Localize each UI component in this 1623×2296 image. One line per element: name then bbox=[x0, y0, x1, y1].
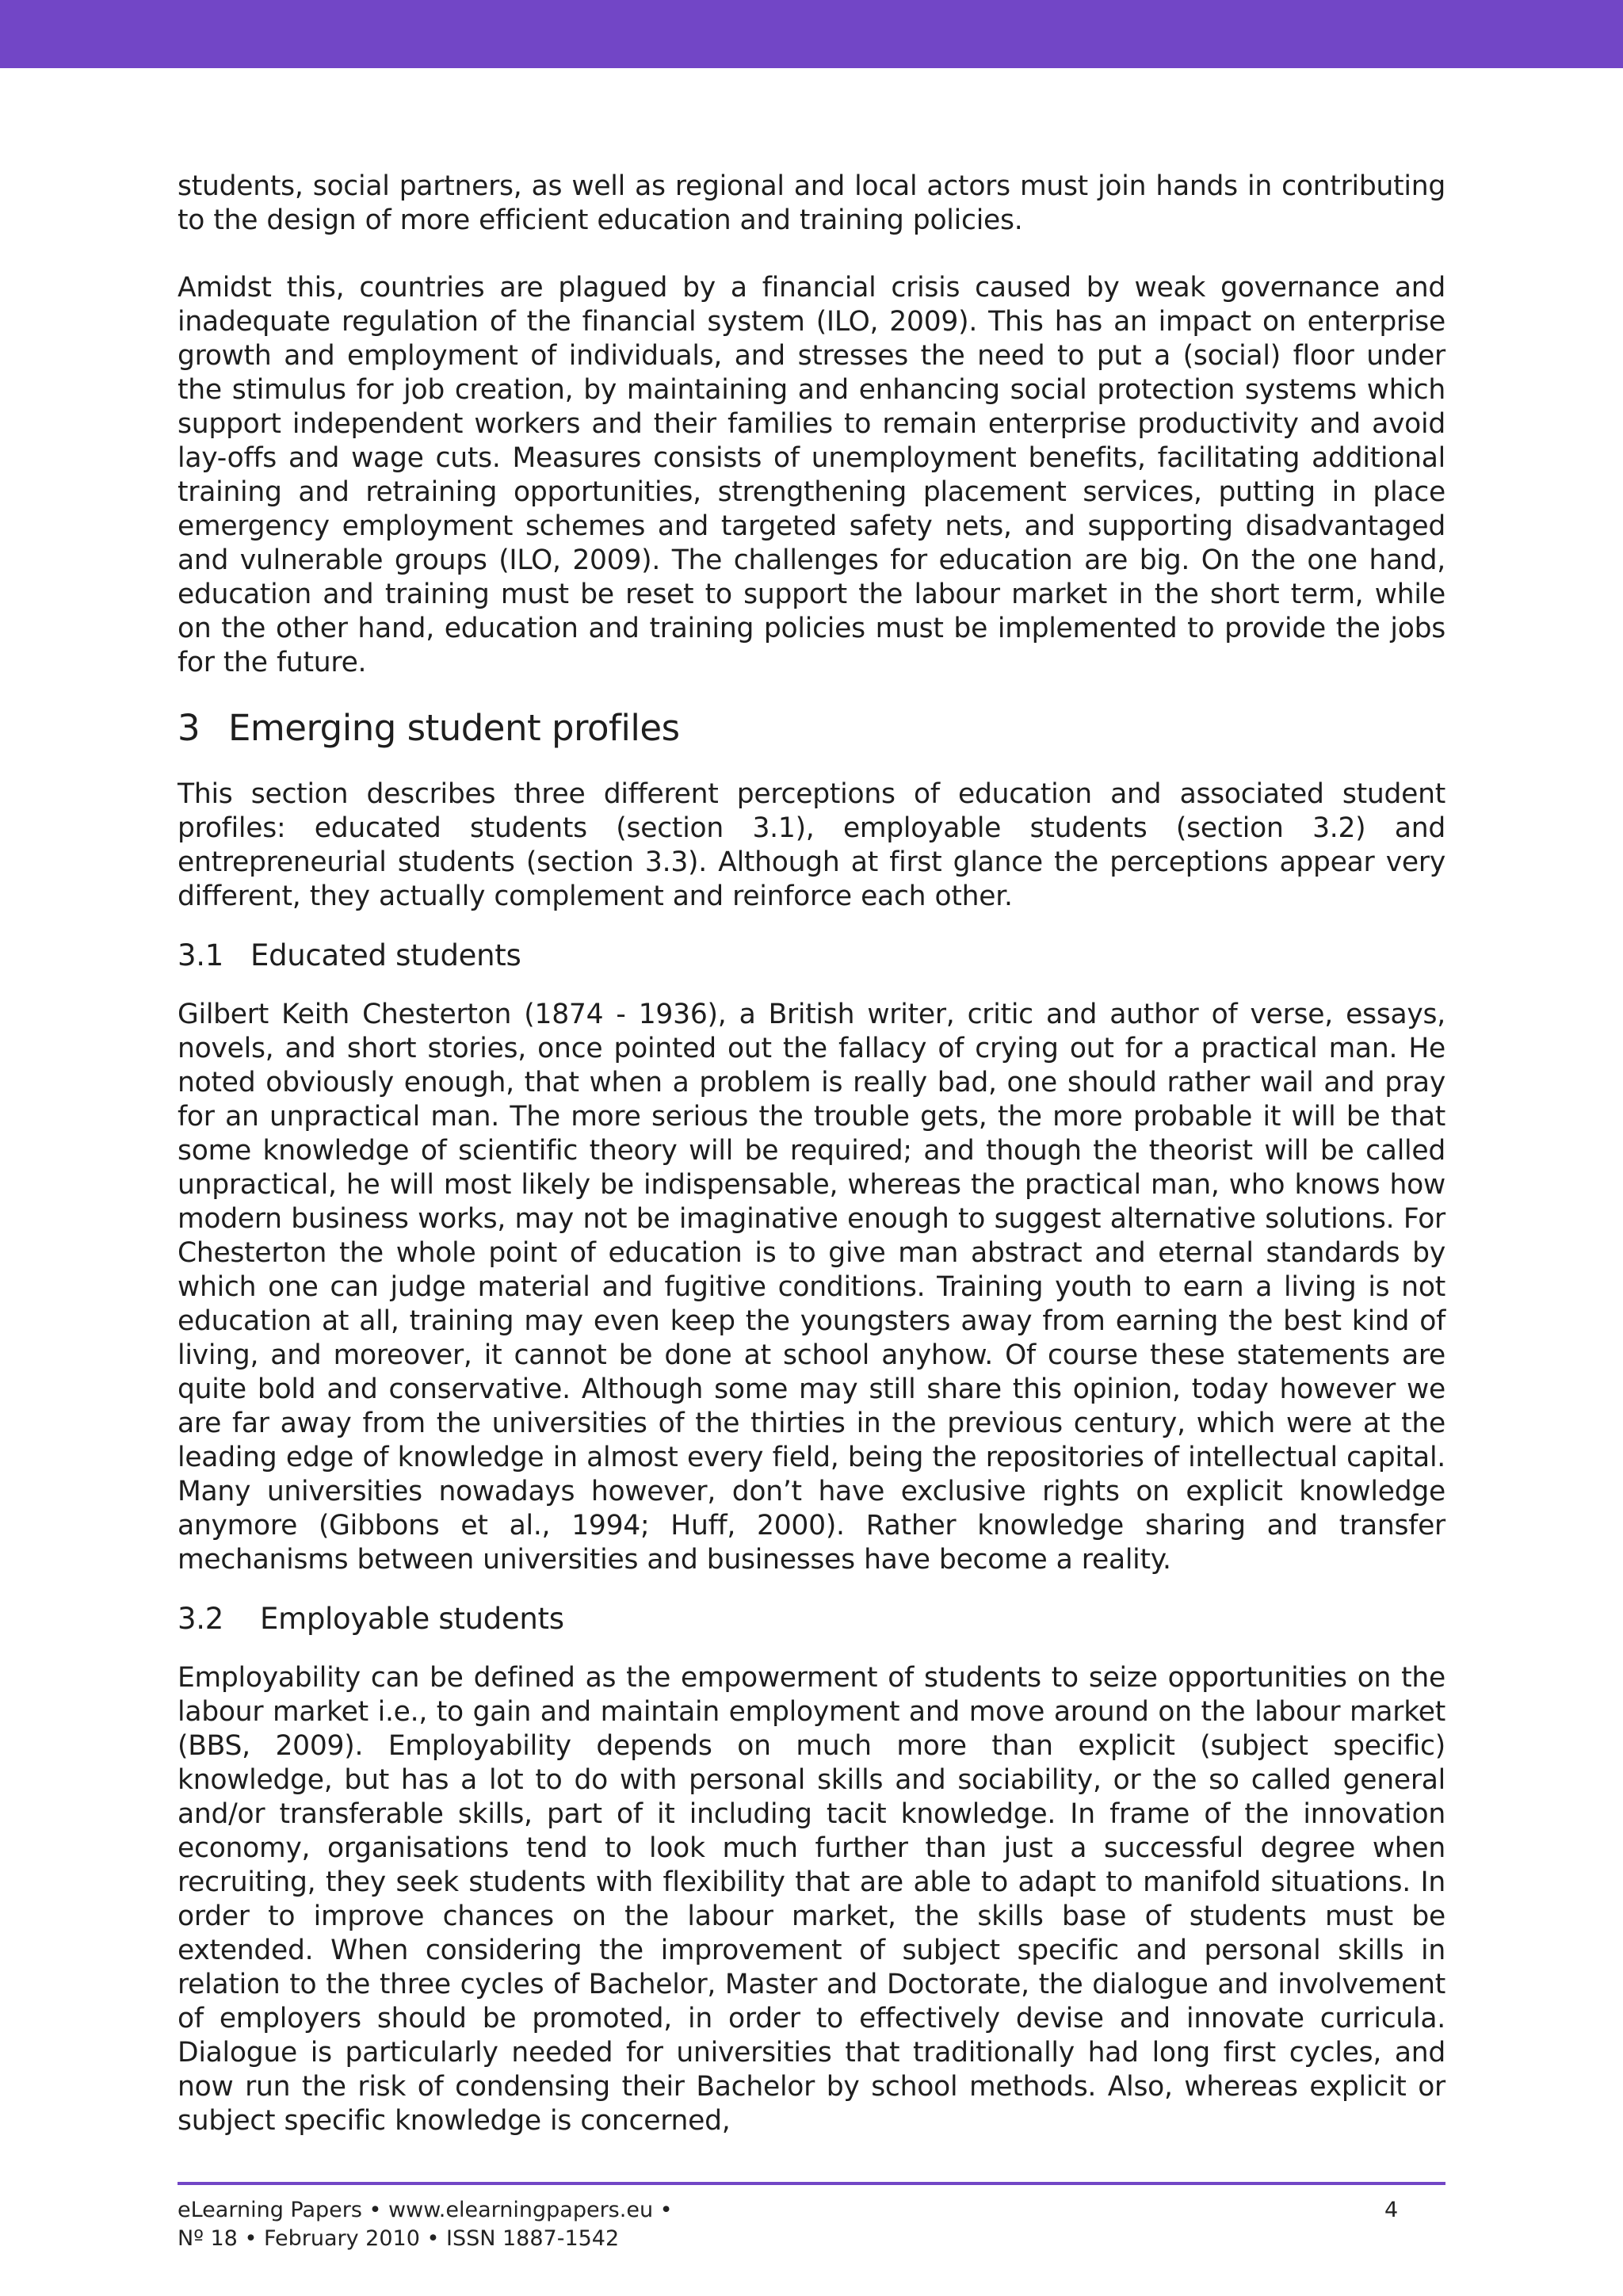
footer-publication-line: eLearning Papers • www.elearningpapers.eu • bbox=[178, 2198, 673, 2222]
paragraph-section-overview: This section describes three different perceptions of education and associated student profiles: educated students (section 3.1), employable students (section 3.2) and entrepreneurial students (section 3.3). Although at first glance the perceptions appear very different, they actually complement and reinforce each other. bbox=[178, 778, 1445, 912]
section-heading-3-2 bbox=[178, 1600, 1445, 1638]
footer-divider bbox=[178, 2182, 1445, 2185]
section-title: Employable students bbox=[260, 1602, 564, 1636]
footer bbox=[178, 2196, 1445, 2253]
paragraph-intro-continuation: students, social partners, as well as regional and local actors must join hands in contributing to the design of more efficient education and training policies. bbox=[178, 170, 1445, 236]
section-number: 3 bbox=[178, 707, 200, 749]
paragraph-financial-crisis: Amidst this, countries are plagued by a financial crisis caused by weak governance and inadequate regulation of the financial system (ILO, 2009). This has an impact on enterprise growth and employment of individuals, and stresses the need to put a (social) floor under the stimulus for job creation, by maintaining and enhancing social protection systems which support independent workers and their families to remain enterprise productivity and avoid lay-offs and wage cuts. Measures consists of unemployment benefits, facilitating additional training and retraining opportunities, strengthening placement services, putting in place emergency employment schemes and targeted safety nets, and supporting disadvantaged and vulnerable groups (ILO, 2009). The challenges for education are big. On the one hand, education and training must be reset to support the labour market in the short term, while on the other hand, education and training policies must be implemented to provide the jobs for the future. bbox=[178, 272, 1445, 678]
footer-issue-line: Nº 18 • February 2010 • ISSN 1887-1542 bbox=[178, 2226, 620, 2251]
section-number: 3.2 bbox=[178, 1602, 223, 1636]
paragraph-educated-students: Gilbert Keith Chesterton (1874 - 1936), a British writer, critic and author of verse, essays, novels, and short stories, once pointed out the fallacy of crying out for a practical man. He noted obviously enough, that when a problem is really bad, one should rather wail and pray for an unpractical man. The more serious the trouble gets, the more probable it will be that some knowledge of scientific theory will be required; and though the theorist will be called unpractical, he will most likely be indispensable, whereas the practical man, who knows how modern business works, may not be imaginative enough to suggest alternative solutions. For Chesterton the whole point of education is to give man abstract and eternal standards by which one can judge material and fugitive conditions. Training youth to earn a living is not education at all, training may even keep the youngsters away from earning the best kind of living, and moreover, it cannot be done at school anyhow. Of course these statements are quite bold and conservative. Although some may still share this opinion, today however we are far away from the universities of the thirties in the previous century, which were at the leading edge of knowledge in almost every field, being the repositories of intellectual capital. Many universities nowadays however, don’t have exclusive rights on explicit knowledge anymore (Gibbons et al., 1994; Huff, 2000). Rather knowledge sharing and transfer mechanisms between universities and businesses have become a reality. bbox=[178, 999, 1445, 1576]
page-number: 4 bbox=[1384, 2198, 1399, 2222]
section-title: Emerging student profiles bbox=[228, 707, 680, 749]
section-number: 3.1 bbox=[178, 938, 223, 972]
section-title: Educated students bbox=[250, 938, 521, 972]
article-body bbox=[178, 170, 1445, 2138]
section-heading-3 bbox=[178, 706, 1445, 751]
section-heading-3-1 bbox=[178, 937, 1445, 975]
paragraph-employable-students: Employability can be defined as the empowerment of students to seize opportunities on the labour market i.e., to gain and maintain employment and move around on the labour market (BBS, 2009). Employability depends on much more than explicit (subject specific) knowledge, but has a lot to do with personal skills and sociability, or the so called general and/or transferable skills, part of it including tacit knowledge. In frame of the innovation economy, organisations tend to look much further than just a successful degree when recruiting, they seek students with flexibility that are able to adapt to manifold situations. In order to improve chances on the labour market, the skills base of students must be extended. When considering the improvement of subject specific and personal skills in relation to the three cycles of Bachelor, Master and Doctorate, the dialogue and involvement of employers should be promoted, in order to effectively devise and innovate curricula. Dialogue is particularly needed for universities that traditionally had long first cycles, and now run the risk of condensing their Bachelor by school methods. Also, whereas explicit or subject specific knowledge is concerned, bbox=[178, 1662, 1445, 2137]
header-bar bbox=[0, 0, 1623, 68]
